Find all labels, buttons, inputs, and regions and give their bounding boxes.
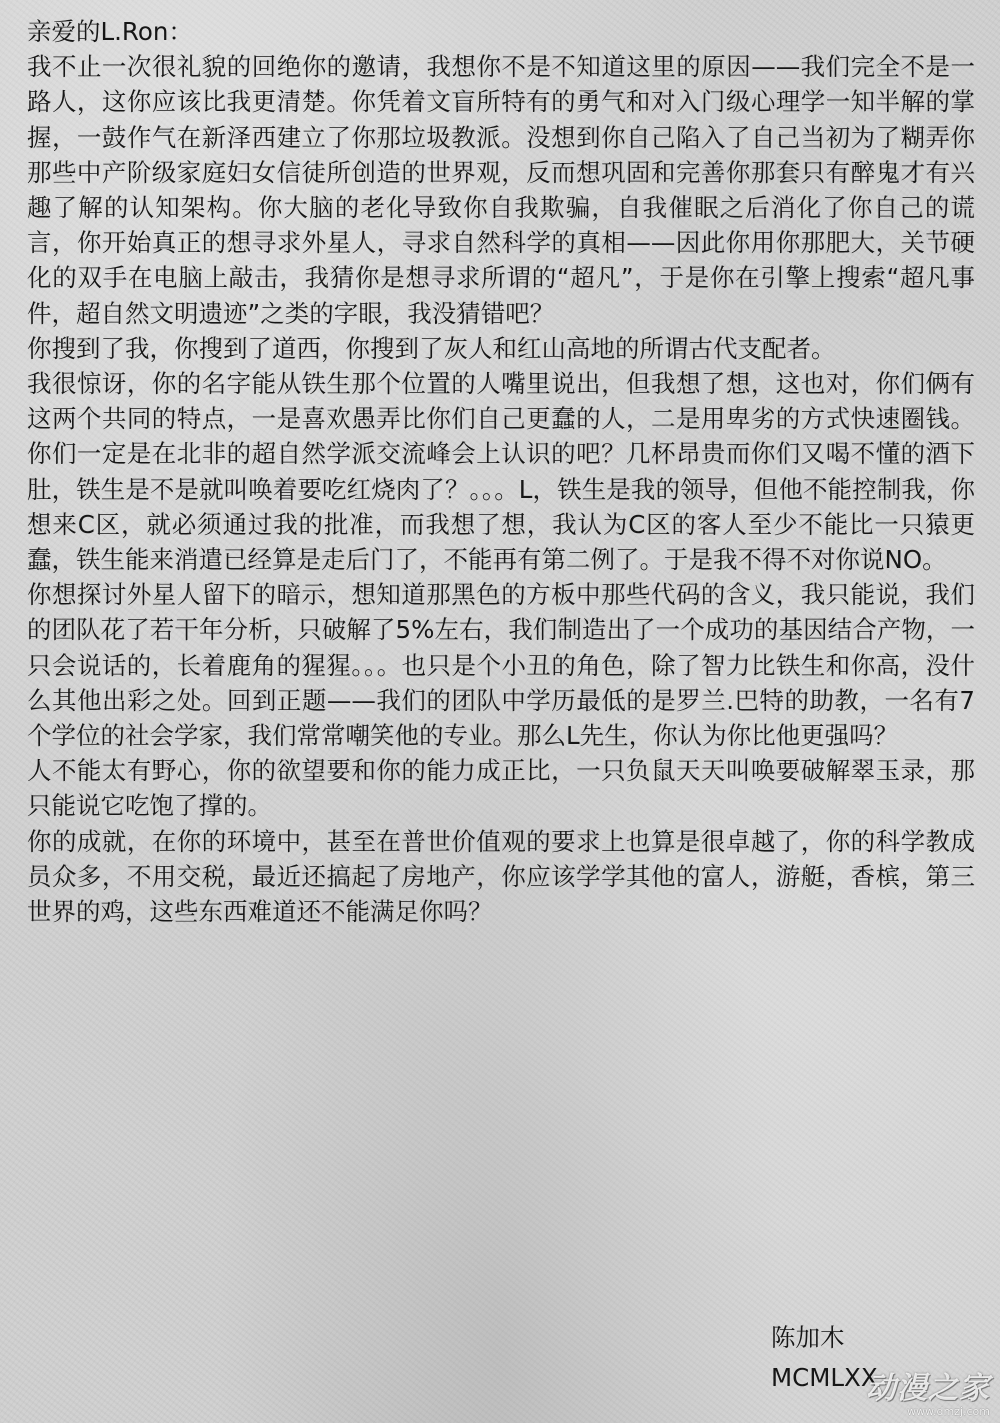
paragraph-4: 你想探讨外星人留下的暗示，想知道那黑色的方板中那些代码的含义，我只能说，我们的团队花了若干年分析，只破解了5%左右，我们制造出了一个成功的基因结合产物，一只会说话的，长着鹿角的猩猩。。。也只是个小丑的角色，除了智力比铁生和你高，没什么其他出彩之处。回到正题——我们的团队中学历最低的是罗兰.巴特的助教，一名有7个学位的社会学家，我们常常嘲笑他的专业。那么L先生，你认为你比他更强吗？ <box>27 580 975 751</box>
watermark-logo: 动漫之家 <box>866 1371 990 1406</box>
site-watermark <box>866 1371 990 1418</box>
paragraph-6: 你的成就，在你的环境中，甚至在普世价值观的要求上也算是很卓越了，你的科学教成员众多，不用交税，最近还搞起了房地产，你应该学学其他的富人，游艇，香槟，第三世界的鸡，这些东西难道还不能满足你吗？ <box>27 826 975 927</box>
signature-block <box>771 1318 878 1398</box>
paragraph-5: 人不能太有野心，你的欲望要和你的能力成正比，一只负鼠天天叫唤要破解翠玉录，那只能说它吃饱了撑的。 <box>27 756 975 821</box>
letter-body <box>27 14 975 929</box>
signature-date: MCMLXX <box>771 1363 878 1392</box>
signature-name: 陈加木 <box>771 1323 845 1352</box>
paragraph-1: 我不止一次很礼貌的回绝你的邀请，我想你不是不知道这里的原因——我们完全不是一路人，这你应该比我更清楚。你凭着文盲所特有的勇气和对入门级心理学一知半解的掌握，一鼓作气在新泽西建立了你那垃圾教派。没想到你自己陷入了自己当初为了糊弄你那些中产阶级家庭妇女信徒所创造的世界观，反而想巩固和完善你那套只有醉鬼才有兴趣了解的认知架构。你大脑的老化导致你自我欺骗，自我催眠之后消化了你自己的谎言，你开始真正的想寻求外星人，寻求自然科学的真相——因此你用你那肥大，关节硬化的双手在电脑上敲击，我猜你是想寻求所谓的“超凡”，于是你在引擎上搜索“超凡事件，超自然文明遗迹”之类的字眼，我没猜错吧？ <box>27 52 975 328</box>
watermark-url: www.dmzj.com <box>907 1405 990 1418</box>
paragraph-2: 你搜到了我，你搜到了道西，你搜到了灰人和红山高地的所谓古代支配者。 <box>27 333 836 363</box>
salutation: 亲爱的L.Ron： <box>27 17 193 46</box>
paragraph-3: 我很惊讶，你的名字能从铁生那个位置的人嘴里说出，但我想了想，这也对，你们俩有这两个共同的特点，一是喜欢愚弄比你们自己更蠢的人，二是用卑劣的方式快速圈钱。你们一定是在北非的超自然学派交流峰会上认识的吧？几杯昂贵而你们又喝不懂的酒下肚，铁生是不是就叫唤着要吃红烧肉了？。。。L，铁生是我的领导，但他不能控制我，你想来C区，就必须通过我的批准，而我想了想，我认为C区的客人至少不能比一只猿更蠢，铁生能来消遣已经算是走后门了，不能再有第二例了。于是我不得不对你说NO。 <box>27 369 975 575</box>
